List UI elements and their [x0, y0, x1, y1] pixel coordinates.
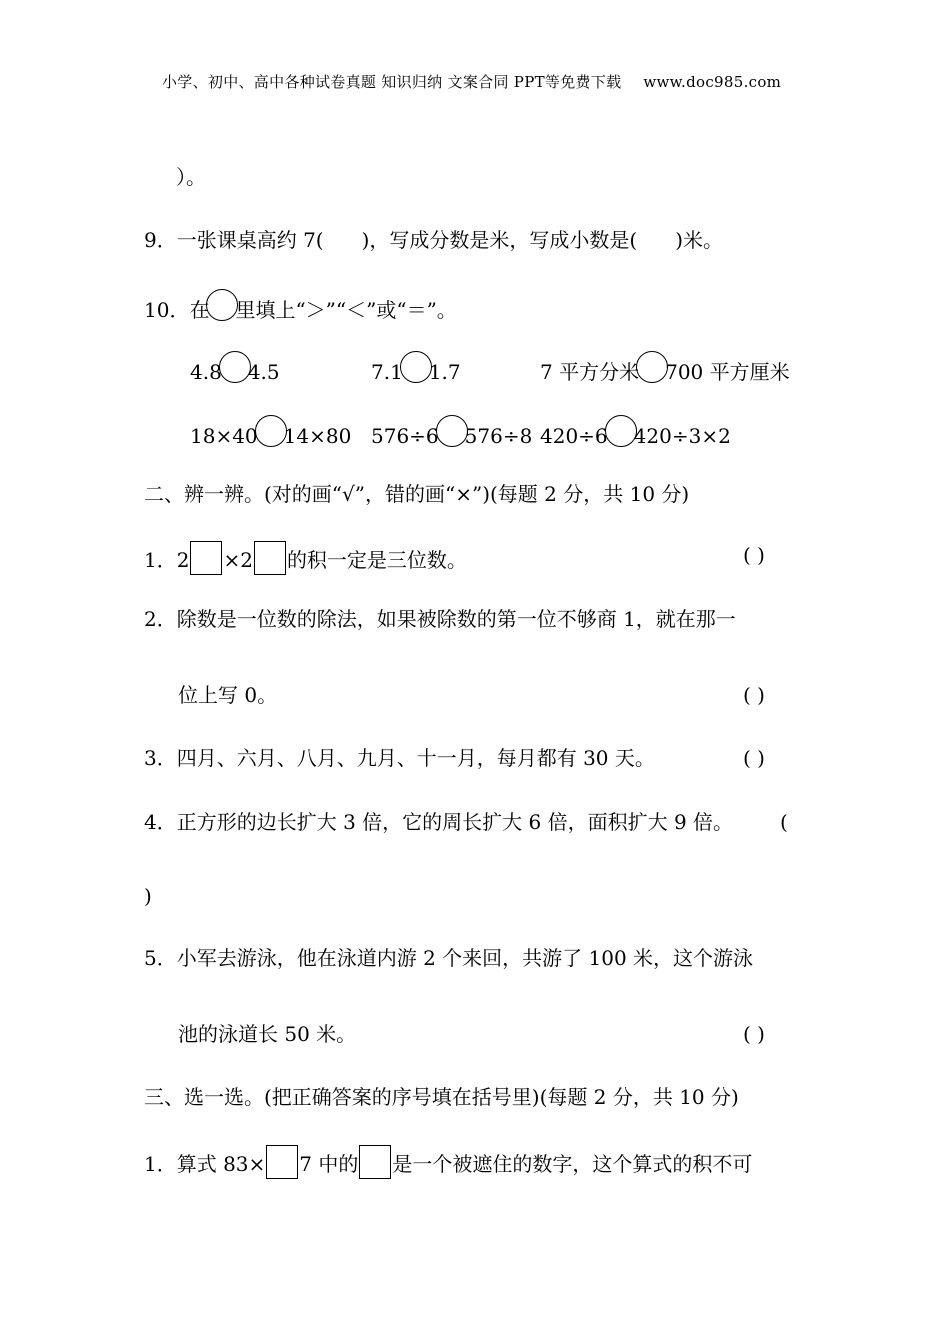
choice-1-part-b: 7 中的: [299, 1152, 359, 1176]
compare-item: [371, 351, 461, 386]
answer-paren-open[interactable]: (: [780, 810, 788, 834]
compare-left: 18×40: [190, 424, 258, 448]
judge-item-3: 3．四月、六月、八月、九月、十一月，每月都有 30 天。: [144, 746, 655, 770]
compare-right: 576÷8: [464, 424, 533, 448]
judge-item-5-cont: 池的泳道长 50 米。: [178, 1022, 357, 1046]
compare-item: [540, 415, 731, 450]
question-10: [144, 289, 457, 324]
blank-square[interactable]: [359, 1145, 391, 1179]
q9-part-c: )米。: [675, 228, 724, 252]
answer-paren[interactable]: ( ): [743, 746, 765, 770]
section-2-title: 二、辨一辨。(对的画“√”，错的画“×”)(每题 2 分，共 10 分): [144, 482, 690, 506]
q9-part-a: 9．一张课桌高约 7(: [144, 228, 324, 252]
page-header: [162, 68, 781, 96]
choice-1-part-c: 是一个被遮住的数字，这个算式的积不可: [392, 1152, 753, 1176]
choice-1-part-a: 1．算式 83×: [144, 1152, 266, 1176]
judge-item-4: 4．正方形的边长扩大 3 倍，它的周长扩大 6 倍，面积扩大 9 倍。: [144, 810, 734, 834]
answer-paren-close: ): [144, 884, 152, 908]
compare-item: [371, 415, 532, 450]
compare-left: 7.1: [371, 360, 403, 384]
compare-right: 700 平方厘米: [665, 360, 790, 384]
compare-item: [190, 415, 351, 450]
q9-part-b: )，写成分数是米，写成小数是(: [361, 228, 638, 252]
header-url: www.doc985.com: [643, 73, 782, 91]
compare-right: 14×80: [283, 424, 352, 448]
blank-square[interactable]: [266, 1145, 298, 1179]
judge-item-2: 2．除数是一位数的除法，如果被除数的第一位不够商 1，就在那一: [144, 607, 736, 631]
answer-paren[interactable]: ( ): [743, 543, 765, 567]
compare-right: 1.7: [428, 360, 461, 384]
question-9: [144, 226, 723, 254]
compare-right: 4.5: [247, 360, 280, 384]
compare-right: 420÷3×2: [633, 424, 731, 448]
compare-left: 420÷6: [540, 424, 608, 448]
choice-item-1: [144, 1145, 752, 1179]
continued-line: ）。: [176, 165, 206, 189]
compare-circle[interactable]: [436, 415, 468, 447]
compare-item: [190, 351, 280, 386]
q10-part-b: 里填上“＞”“＜”或“＝”。: [235, 298, 457, 322]
q10-part-a: 10．在: [144, 298, 210, 322]
answer-paren[interactable]: ( ): [743, 1022, 765, 1046]
compare-circle[interactable]: [400, 351, 432, 383]
judge-1-part-c: 的积一定是三位数。: [286, 548, 467, 572]
section-3-title: 三、选一选。(把正确答案的序号填在括号里)(每题 2 分，共 10 分): [144, 1085, 739, 1109]
compare-circle[interactable]: [255, 415, 287, 447]
judge-item-2-cont: 位上写 0。: [178, 683, 278, 707]
compare-item: [540, 351, 790, 386]
compare-left: 4.8: [190, 360, 222, 384]
judge-item-5: 5．小军去游泳，他在泳道内游 2 个来回，共游了 100 米，这个游泳: [144, 946, 754, 970]
header-left-text: 小学、初中、高中各种试卷真题 知识归纳 文案合同 PPT等免费下载: [162, 73, 622, 91]
compare-circle[interactable]: [636, 351, 668, 383]
judge-item-1: [144, 541, 467, 575]
judge-1-part-b: ×2: [223, 548, 253, 572]
compare-circle[interactable]: [206, 289, 238, 321]
blank-square[interactable]: [190, 541, 222, 575]
judge-1-part-a: 1．2: [144, 548, 190, 572]
compare-circle[interactable]: [219, 351, 251, 383]
compare-circle[interactable]: [605, 415, 637, 447]
compare-left: 7 平方分米: [540, 360, 640, 384]
compare-left: 576÷6: [371, 424, 439, 448]
blank-square[interactable]: [254, 541, 286, 575]
answer-paren[interactable]: ( ): [743, 683, 765, 707]
